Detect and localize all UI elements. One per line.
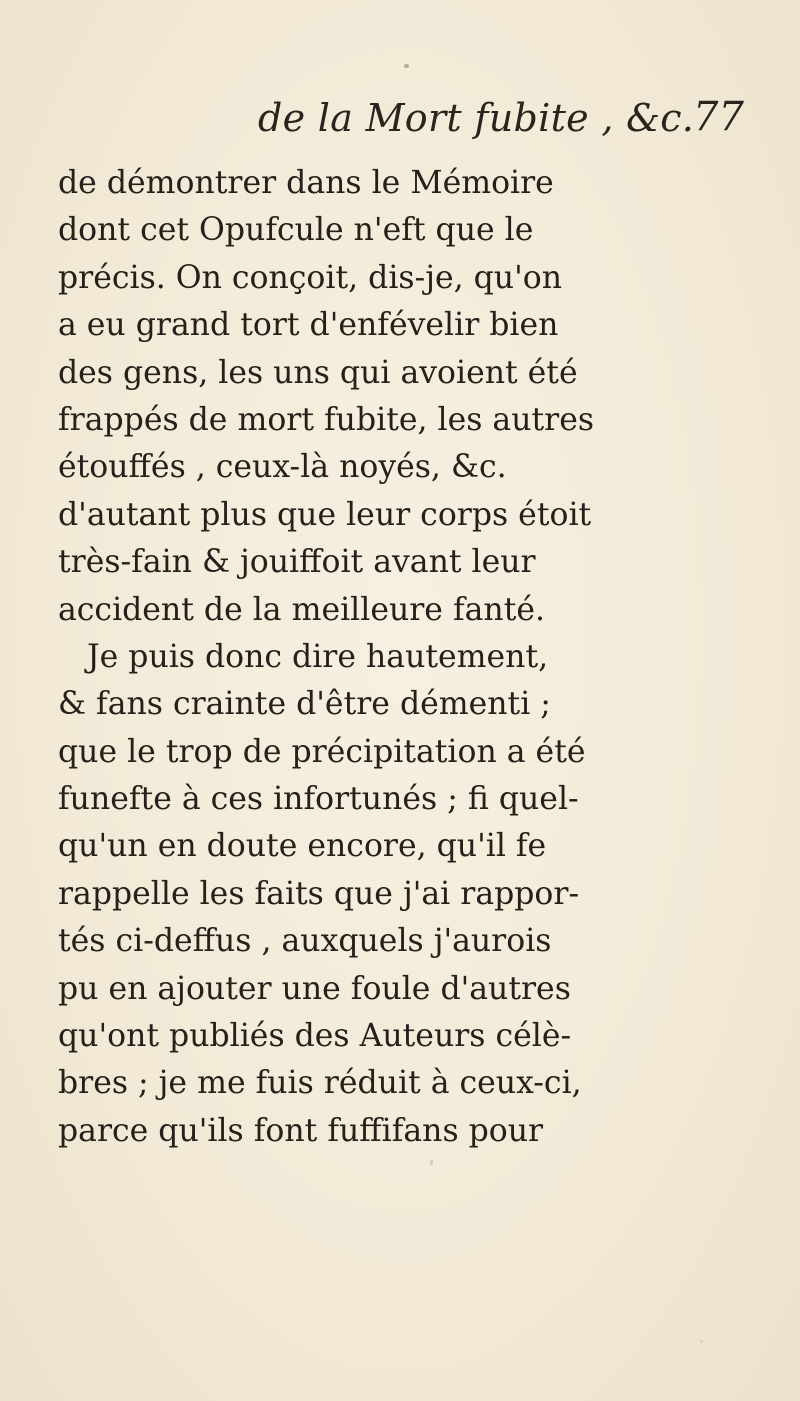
text-line: pu en ajouter une foule d'autres xyxy=(58,970,571,1007)
paper-speck xyxy=(404,64,409,68)
body-text xyxy=(58,160,738,1155)
text-line: funefte à ces infortunés ; fi quel- xyxy=(58,781,579,818)
text-line: des gens, les uns qui avoient été xyxy=(58,354,578,391)
text-line: d'autant plus que leur corps étoit xyxy=(58,496,592,533)
running-head xyxy=(0,92,800,148)
text-line: accident de la meilleure fanté. xyxy=(58,591,546,628)
text-line: de démontrer dans le Mémoire xyxy=(58,165,554,201)
text-line: bres ; je me fuis réduit à ceux-ci, xyxy=(58,1065,582,1102)
paper-speck xyxy=(430,1160,433,1165)
text-line: dont cet Opufcule n'eft que le xyxy=(58,212,534,249)
running-head-title: de la Mort fubite , &c. xyxy=(258,96,695,140)
text-line: étouffés , ceux-là noyés, &c. xyxy=(58,449,507,486)
text-line: très-fain & jouiffoit avant leur xyxy=(58,544,536,581)
text-line: rappelle les faits que j'ai rappor- xyxy=(58,875,580,912)
text-line: frappés de mort fubite, les autres xyxy=(58,401,595,438)
text-line: qu'ont publiés des Auteurs célè- xyxy=(58,1018,572,1055)
text-line: qu'un en doute encore, qu'il fe xyxy=(58,828,547,865)
paper-speck xyxy=(700,1340,703,1343)
page-number: 77 xyxy=(693,94,744,140)
text-line: tés ci-deffus , auxquels j'aurois xyxy=(58,923,552,960)
paragraph-first-line: Je puis donc dire hautement, xyxy=(87,638,549,675)
text-line: & fans crainte d'être démenti ; xyxy=(58,686,551,723)
text-line: a eu grand tort d'enfévelir bien xyxy=(58,307,559,344)
text-line: précis. On conçoit, dis-je, qu'on xyxy=(58,259,562,296)
text-line: parce qu'ils font fuffifans pour xyxy=(58,1112,544,1149)
text-line: que le trop de précipitation a été xyxy=(58,733,586,770)
